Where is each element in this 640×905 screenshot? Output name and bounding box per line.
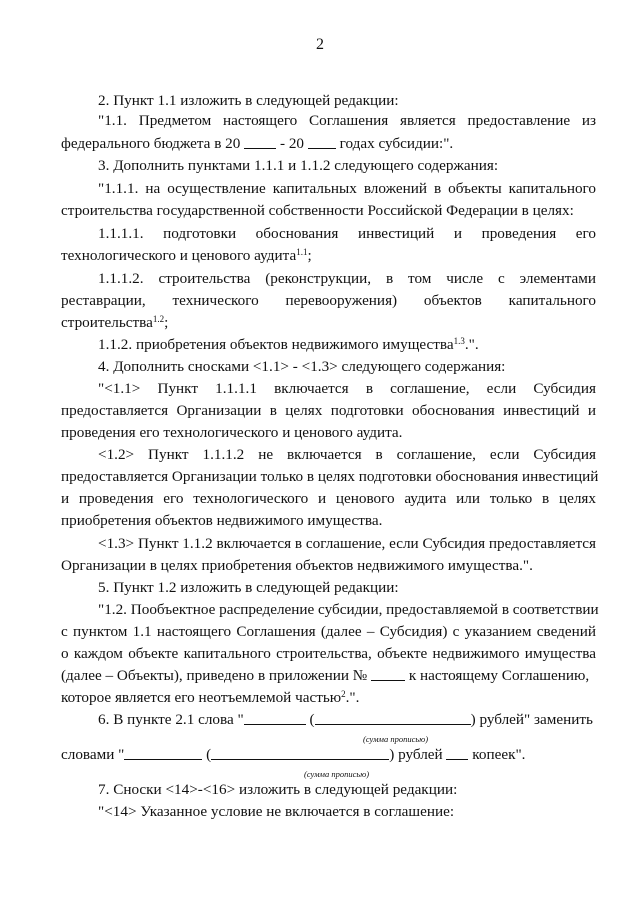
text-line: проведения его технологического и ценового аудита. xyxy=(61,424,403,441)
page-number: 2 xyxy=(316,36,324,53)
text-line: предоставляется Организации только в целях подготовки обоснования инвестиций xyxy=(61,468,599,485)
text-line: технологического и ценового аудита$^{1.1}$; xyxy=(61,247,312,264)
text-line: приобретения объектов недвижимого имущества. xyxy=(61,512,383,529)
item-7: 7. Сноски <14>-<16> изложить в следующей редакции: xyxy=(98,781,458,798)
text-line: словами " ( ) рублей копеек". xyxy=(61,746,526,763)
text-line: предоставляется Организации в целях подготовки обоснования инвестиций и xyxy=(61,402,596,419)
text-line: которое является его неотъемлемой частью$^2$.". xyxy=(61,689,360,706)
text-line: "<1.1> Пункт 1.1.1.1 включается в соглашение, если Субсидия xyxy=(98,380,596,397)
item-6: 6. В пункте 2.1 слова " ( ) рублей" заменить xyxy=(98,711,593,728)
text-line: строительства$^{1.2}$; xyxy=(61,314,169,331)
text-line: 1.1.1.1. подготовки обоснования инвестиций и проведения его xyxy=(98,225,596,242)
text-line: <1.3> Пункт 1.1.2 включается в соглашение, если Субсидия предоставляется xyxy=(98,535,596,552)
caption-amount-in-words: (сумма прописью) xyxy=(304,769,370,779)
text-line: 1.1.2. приобретения объектов недвижимого имущества$^{1.3}$.". xyxy=(98,336,479,353)
text-line: и проведения его технологического и ценового аудита или только в целях xyxy=(61,490,596,507)
text-line: "1.2. Пообъектное распределение субсидии, предоставляемой в соответствии xyxy=(98,601,599,618)
text-line: 1.1.1.2. строительства (реконструкции, в том числе с элементами xyxy=(98,270,596,287)
text-line: строительства государственной собственности Российской Федерации в целях: xyxy=(61,202,574,219)
text-line: "1.1.1. на осуществление капитальных вложений в объекты капитального xyxy=(98,180,596,197)
text-line: Организации в целях приобретения объектов недвижимого имущества.". xyxy=(61,557,533,574)
text-line: о каждом объекте капитального строительства, объекте недвижимого имущества xyxy=(61,645,596,662)
text-line: <1.2> Пункт 1.1.1.2 не включается в соглашение, если Субсидия xyxy=(98,446,596,463)
caption-amount-in-words: (сумма прописью) xyxy=(363,734,429,744)
text-line: с пунктом 1.1 настоящего Соглашения (далее – Субсидия) с указанием сведений xyxy=(61,623,596,640)
text-line: "1.1. Предметом настоящего Соглашения является предоставление из xyxy=(98,112,596,129)
text-line: (далее – Объекты), приведено в приложении № к настоящему Соглашению, xyxy=(61,667,590,684)
text-line: "<14> Указанное условие не включается в соглашение: xyxy=(98,803,455,820)
item-2: 2. Пункт 1.1 изложить в следующей редакции: xyxy=(98,92,399,109)
item-5: 5. Пункт 1.2 изложить в следующей редакции: xyxy=(98,579,399,596)
text-line: федерального бюджета в 20 - 20 годах субсидии:". xyxy=(61,135,454,152)
text-line: реставрации, технического перевооружения) объектов капитального xyxy=(61,292,596,309)
item-3: 3. Дополнить пунктами 1.1.1 и 1.1.2 следующего содержания: xyxy=(98,157,499,174)
item-4: 4. Дополнить сносками <1.1> - <1.3> следующего содержания: xyxy=(98,358,506,375)
